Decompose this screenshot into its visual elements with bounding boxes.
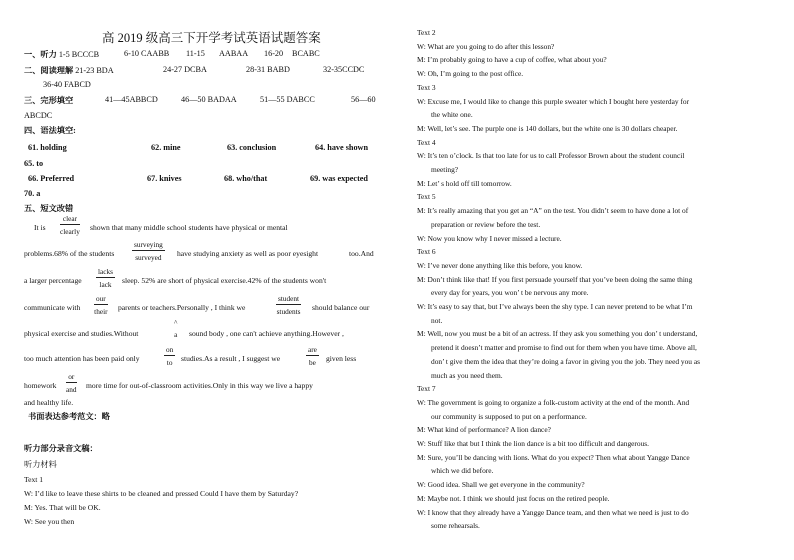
- text-heading: Text 5: [417, 192, 436, 202]
- dialogue-line: much as you need them.: [431, 370, 503, 380]
- grammar-63: 63. conclusion: [227, 143, 277, 152]
- ans-6-10: 6-10 CAABB: [124, 49, 170, 58]
- grammar-65: 65. to: [24, 159, 44, 168]
- text1-heading: Text 1: [24, 475, 44, 484]
- dialogue-line: pretend it doesn’t matter and promise to find out for them when you have time. Above all,: [431, 343, 697, 353]
- corr-text: more time for out-of-classroom activities.Only in this way we live a happy: [86, 381, 313, 390]
- ans-51-55: 51—55 DABCC: [260, 95, 315, 104]
- corr-text: communicate with: [24, 303, 81, 312]
- grammar-66: 66. Preferred: [28, 174, 75, 183]
- corr-right: students: [276, 307, 301, 316]
- corr-wrong: surveying: [134, 240, 163, 249]
- corr-right: be: [309, 358, 316, 367]
- corr-text: and healthy life.: [24, 398, 74, 407]
- ans-16-20-label: 16-20: [264, 49, 284, 58]
- dialogue-line: W: Now you know why I never missed a lecture.: [417, 233, 562, 243]
- insert-caret: ^: [174, 318, 178, 327]
- corr-wrong: student: [278, 294, 300, 303]
- text-heading: Text 3: [417, 82, 436, 92]
- grammar-61: 61. holding: [28, 143, 67, 152]
- corr-right: clearly: [60, 227, 80, 236]
- corr-text: parents or teachers.Personally , I think we: [118, 303, 246, 312]
- section-correction-label: 五、短文改错: [24, 204, 74, 213]
- correction-mark: [276, 294, 301, 316]
- listening-material-label: 听力材料: [24, 460, 57, 469]
- corr-wrong: are: [308, 345, 317, 354]
- ans-24-27: 24-27 DCBA: [163, 65, 207, 74]
- dialogue-line: W: Good idea. Shall we get everyone in the community?: [417, 480, 585, 490]
- section-listening-label: 一、听力: [24, 50, 57, 59]
- text-heading: Text 2: [417, 28, 436, 37]
- dialogue-line: M: Don’t think like that! If you first persuade yourself that you’ve been doing the same thing: [417, 274, 693, 284]
- section-grammar-label: 四、语法填空:: [24, 126, 76, 135]
- ans-11-15-label: 11-15: [186, 49, 205, 58]
- corr-wrong: on: [166, 345, 174, 354]
- corr-right: surveyed: [135, 253, 162, 262]
- ans-32-35: 32-35CCDC: [323, 65, 365, 74]
- dialogue-line: meeting?: [431, 165, 459, 174]
- corr-text: given less: [326, 354, 357, 363]
- corr-text: a larger percentage: [24, 276, 82, 285]
- section-listening: [24, 49, 99, 60]
- dialogue-line: M: What kind of performance? A lion dance?: [417, 425, 551, 435]
- section-reading-label: 二、阅读理解: [24, 66, 74, 75]
- text-heading: Text 6: [417, 247, 436, 257]
- ans-56-60: ABCDC: [24, 111, 53, 120]
- essay-note: 书面表达参考范文：略: [28, 412, 110, 421]
- dialogue-line: M: Let’ s hold off till tomorrow.: [417, 178, 512, 188]
- text-heading: Text 4: [417, 137, 436, 147]
- ans-28-31: 28-31 BABD: [246, 65, 290, 74]
- correction-mark: [94, 294, 108, 316]
- dialogue-line: some rehearsals.: [431, 521, 480, 531]
- section-cloze-label: 三、完形填空: [24, 96, 74, 105]
- corr-right: a: [174, 330, 178, 339]
- ans-56-60-label: 56—60: [351, 95, 376, 104]
- text1-line: W: See you then: [24, 517, 75, 526]
- dialogue-line: W: It’s ten o’clock. Is that too late for us to call Professor Brown about the student council: [417, 151, 685, 161]
- correction-mark: [60, 214, 80, 236]
- ans-16-20: BCABC: [292, 49, 320, 58]
- dialogue-line: M: It’s really amazing that you get an “A” on the test. You didn’t seem to have done a lot of: [417, 206, 689, 216]
- text1-line: M: Yes. That will be OK.: [24, 503, 101, 512]
- correction-mark: [306, 345, 319, 367]
- grammar-70: 70. a: [24, 189, 41, 198]
- text1-line: W: I’d like to leave these shirts to be cleaned and pressed Could I have them by Saturday?: [24, 489, 299, 498]
- ans-36-40: 36-40 FABCD: [43, 80, 91, 89]
- section-reading: [24, 65, 114, 76]
- grammar-64: 64. have shown: [315, 143, 369, 152]
- dialogue-line: M: Well, now you must be a bit of an actress. If they ask you something you don’ t understand,: [417, 329, 698, 339]
- dialogue-line: our community is supposed to put on a performance.: [431, 411, 587, 421]
- dialogue-line: W: I’ve never done anything like this before, you know.: [417, 260, 583, 270]
- dialogue-line: the white one.: [431, 110, 473, 120]
- correction-mark: [164, 345, 175, 367]
- dialogue-line: W: What are you going to do after this lesson?: [417, 41, 555, 51]
- dialogue-line: preparation or review before the test.: [431, 219, 541, 229]
- dialogue-line: M: I’m probably going to have a cup of coffee, what about you?: [417, 55, 607, 65]
- grammar-67: 67. knives: [147, 174, 182, 183]
- dialogue-line: W: Oh, I’m going to the post office.: [417, 69, 524, 79]
- ans-46-50: 46—50 BADAA: [181, 95, 237, 104]
- listening-script-label: 听力部分录音文稿：: [24, 444, 98, 453]
- corr-right: their: [94, 307, 108, 316]
- section-cloze: [24, 95, 73, 106]
- corr-text: have studying anxiety as well as poor eyesight: [177, 249, 319, 258]
- dialogue-line: W: I know that they already have a Yangge Dance team, and then what we need is just to do: [417, 507, 689, 517]
- dialogue-line: M: Well, let’s see. The purple one is 140 dollars, but the white one is 30 dollars cheaper.: [417, 123, 678, 133]
- corr-text: too much attention has been paid only: [24, 354, 140, 363]
- correction-mark: [172, 318, 179, 339]
- dialogue-line: every day for years, you won’ t be nervous any more.: [431, 288, 589, 298]
- corr-text: homework: [24, 381, 57, 390]
- correction-mark: [66, 372, 77, 394]
- corr-wrong: our: [96, 294, 106, 303]
- text-heading: Text 7: [417, 384, 436, 394]
- correction-mark: [132, 240, 165, 262]
- corr-text: should balance our: [312, 303, 370, 312]
- corr-text: It is: [34, 223, 46, 232]
- corr-wrong: clear: [60, 214, 80, 225]
- corr-text: too.And: [349, 249, 374, 258]
- dialogue-line: W: Excuse me, I would like to change this purple sweater which I bought here yesterday for: [417, 96, 690, 106]
- grammar-69: 69. was expected: [310, 174, 368, 183]
- ans-41-45: 41—45ABBCD: [105, 95, 158, 104]
- corr-text: physical exercise and studies.Without: [24, 329, 139, 338]
- dialogue-line: W: It’s easy to say that, but I’ve always been the shy type. I can never pretend to be what I’m: [417, 302, 693, 311]
- corr-wrong: or: [66, 372, 77, 383]
- dialogue-line: W: The government is going to organize a folk-custom activity at the end of the month. And: [417, 397, 690, 407]
- correction-mark: [96, 267, 115, 289]
- ans-11-15: AABAA: [219, 49, 249, 58]
- corr-text: problems.68% of the students: [24, 249, 115, 258]
- dialogue-line: M: Sure, you’ll be dancing with lions. What do you expect? Then what about Yangge Dance: [417, 452, 690, 462]
- corr-right: lack: [99, 280, 112, 289]
- ans-1-5: 1-5 BCCCB: [58, 50, 100, 59]
- grammar-62: 62. mine: [151, 143, 181, 152]
- corr-text: sound body , one can't achieve anything.However ,: [189, 329, 344, 338]
- corr-text: studies.As a result , I suggest we: [181, 354, 281, 363]
- corr-text: sleep. 52% are short of physical exercise.42% of the students won't: [122, 276, 327, 285]
- corr-wrong: lacks: [98, 267, 113, 276]
- ans-21-23: 21-23 BDA: [75, 66, 114, 75]
- corr-right: and: [66, 385, 77, 394]
- corr-right: to: [166, 358, 173, 367]
- dialogue-line: W: Stuff like that but I think the lion dance is a bit too difficult and dangerous.: [417, 439, 650, 448]
- answer-title: 高 2019 级高三下开学考试英语试题答案: [102, 31, 321, 45]
- corr-text: shown that many middle school students have physical or mental: [90, 223, 288, 232]
- dialogue-line: M: Maybe not. I think we should just focus on the retired people.: [417, 493, 610, 503]
- dialogue-line: not.: [431, 315, 443, 325]
- dialogue-line: don’ t give them the idea that they’re doing a favor in giving you the job. They need you as: [431, 356, 701, 366]
- dialogue-line: which we did before.: [431, 466, 494, 476]
- grammar-68: 68. who/that: [224, 174, 268, 183]
